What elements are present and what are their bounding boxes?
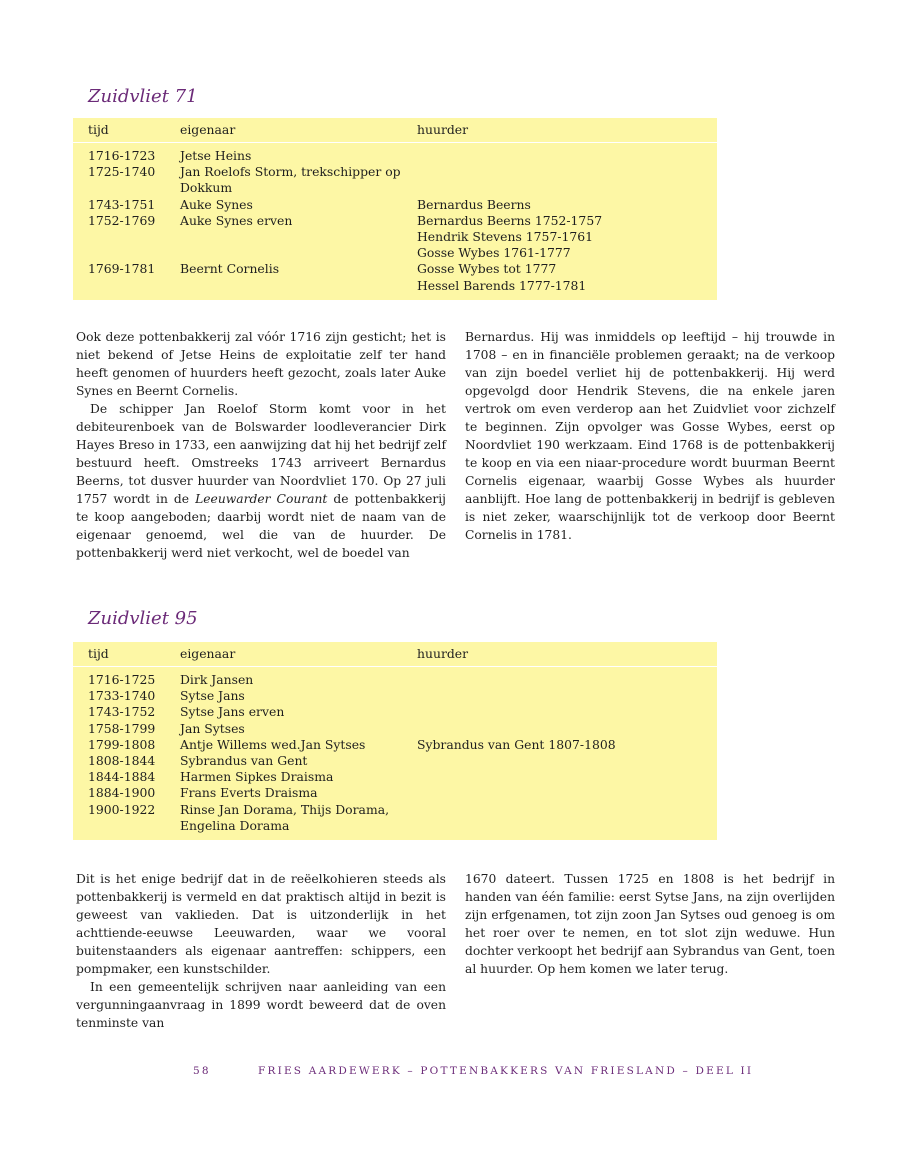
- cell-eigenaar: Sybrandus van Gent: [180, 753, 308, 769]
- paragraph: [76, 400, 446, 562]
- cell-eigenaar: Jan Sytses: [180, 720, 245, 736]
- cell-huurder: [417, 213, 717, 262]
- cell-huurder: [417, 672, 717, 688]
- text-column-right-2: [465, 870, 835, 978]
- paragraph: Dit is het enige bedrijf dat in de reëelkohieren steeds als pottenbakkerij is vermeld en dat praktisch altijd in bezit is geweest van vaklieden. Dat is uitzonderlijk in het achttiende-eeuwse Leeuwarden, waar we vooral buitenstaanders als eigenaar aantreffen: schippers, een pompmaker, een kunstschilder.: [76, 872, 446, 976]
- table-row: [73, 737, 717, 753]
- cell-huurder: [417, 261, 717, 293]
- cell-tijd: 1758-1799: [88, 720, 156, 736]
- cell-tijd: 1884-1900: [88, 785, 156, 801]
- header-eigenaar: eigenaar: [180, 122, 236, 137]
- cell-huurder: [417, 769, 717, 785]
- header-eigenaar: eigenaar: [180, 646, 236, 661]
- cell-eigenaar: Sytse Jans erven: [180, 704, 285, 720]
- table-row: [73, 261, 717, 293]
- cell-tijd: 1716-1723: [88, 148, 156, 163]
- section-title-zuidvliet-95: Zuidvliet 95: [88, 608, 198, 629]
- paragraph: 1670 dateert. Tussen 1725 en 1808 is het bedrijf in handen van één familie: eerst Sytse Jans, na zijn overlijden zijn erfgenamen, tot zijn zoon Jan Sytses oud genoeg is om het roer over te nemen, en tot slot zijn weduwe. Hun dochter verkoopt het bedrijf aan Sybrandus van Gent, toen al huurder. Op hem komen we later terug.: [465, 872, 835, 976]
- cell-eigenaar: Rinse Jan Dorama, Thijs Dorama, Engelina Dorama: [180, 801, 390, 833]
- table-row: [73, 785, 717, 801]
- huurder-entry: Sybrandus van Gent 1807-1808: [417, 736, 616, 752]
- header-tijd: tijd: [88, 122, 109, 137]
- cell-eigenaar: Dirk Jansen: [180, 672, 254, 687]
- table-row: [73, 688, 717, 704]
- table-row: [73, 197, 717, 213]
- paragraph-text: de pottenbakkerij te koop aangeboden; daarbij wordt niet de naam van de eigenaar genoemd, wel die van de huurder. De pottenbakkerij werd niet verkocht, wel de boedel van: [76, 492, 446, 560]
- newspaper-title: Leeuwarder Courant: [195, 492, 328, 506]
- cell-tijd: 1844-1884: [88, 769, 156, 785]
- text-column-left-1: [76, 328, 446, 562]
- table-zuidvliet-71: [73, 118, 717, 300]
- cell-huurder: [417, 688, 717, 704]
- section-title-zuidvliet-71: Zuidvliet 71: [88, 86, 198, 107]
- text-column-left-2: [76, 870, 446, 1032]
- cell-tijd: 1716-1725: [88, 672, 156, 687]
- table-row: [73, 753, 717, 769]
- header-huurder: huurder: [417, 646, 469, 661]
- cell-tijd: 1725-1740: [88, 164, 156, 180]
- table-row: [73, 148, 717, 164]
- table-body: [73, 667, 717, 840]
- cell-huurder: [417, 737, 717, 753]
- cell-eigenaar: Auke Synes erven: [180, 212, 293, 228]
- cell-eigenaar: Frans Everts Draisma: [180, 785, 318, 801]
- cell-tijd: 1752-1769: [88, 212, 156, 228]
- table-row: [73, 721, 717, 737]
- huurder-entry: Hessel Barends 1777-1781: [417, 277, 587, 293]
- cell-eigenaar: Sytse Jans: [180, 688, 245, 704]
- running-footer-title: FRIES AARDEWERK – POTTENBAKKERS VAN FRIESLAND – DEEL II: [258, 1065, 754, 1077]
- table-body: [73, 143, 717, 300]
- cell-tijd: 1743-1752: [88, 704, 156, 720]
- huurder-entry: Bernardus Beerns 1752-1757: [417, 212, 603, 228]
- paragraph: Ook deze pottenbakkerij zal vóór 1716 zijn gesticht; het is niet bekend of Jetse Heins de exploitatie zelf ter hand heeft genomen of huurders heeft gezocht, zoals later Auke Synes en Beernt Cornelis.: [76, 330, 446, 398]
- cell-eigenaar: Harmen Sipkes Draisma: [180, 769, 334, 785]
- cell-huurder: [417, 802, 717, 834]
- cell-huurder: [417, 164, 717, 196]
- cell-huurder: [417, 704, 717, 720]
- header-tijd: tijd: [88, 646, 109, 661]
- paragraph: In een gemeentelijk schrijven naar aanleiding van een vergunningaanvraag in 1899 wordt beweerd dat de oven tenminste van: [76, 980, 446, 1030]
- table-zuidvliet-95: [73, 642, 717, 840]
- table-row: [73, 802, 717, 834]
- cell-huurder: [417, 753, 717, 769]
- cell-tijd: 1743-1751: [88, 196, 156, 212]
- cell-eigenaar: Auke Synes: [180, 196, 253, 212]
- cell-eigenaar: Antje Willems wed.Jan Sytses: [180, 736, 366, 752]
- cell-eigenaar: Beernt Cornelis: [180, 261, 280, 277]
- huurder-entry: Gosse Wybes tot 1777: [417, 261, 557, 277]
- huurder-entry: Gosse Wybes 1761-1777: [417, 245, 571, 261]
- table-row: [73, 704, 717, 720]
- header-huurder: huurder: [417, 122, 469, 137]
- cell-huurder: [417, 148, 717, 164]
- cell-huurder: [417, 785, 717, 801]
- cell-tijd: 1769-1781: [88, 261, 156, 277]
- huurder-entry: Hendrik Stevens 1757-1761: [417, 229, 594, 245]
- cell-tijd: 1733-1740: [88, 688, 156, 704]
- table-row: [73, 672, 717, 688]
- table-row: [73, 213, 717, 262]
- cell-tijd: 1799-1808: [88, 736, 156, 752]
- text-column-right-1: [465, 328, 835, 544]
- table-header: [73, 118, 717, 143]
- cell-huurder: [417, 197, 717, 213]
- table-row: [73, 164, 717, 196]
- huurder-entry: Bernardus Beerns: [417, 196, 531, 212]
- cell-huurder: [417, 721, 717, 737]
- cell-tijd: 1808-1844: [88, 753, 156, 769]
- paragraph: Bernardus. Hij was inmiddels op leeftijd – hij trouwde in 1708 – en in financiële problemen geraakt; na de verkoop van zijn boedel verliet hij de pottenbakkerij. Hij werd opgevolgd door Hendrik Stevens, die na enkele jaren vertrok om even verderop aan het Zuidvliet voor zichzelf te beginnen. Zijn opvolger was Gosse Wybes, eerst op Noordvliet 190 werkzaam. Eind 1768 is de pottenbakkerij te koop en via een niaar-procedure wordt buurman Beernt Cornelis eigenaar, waarbij Gosse Wybes als huurder aanblijft. Hoe lang de pottenbakkerij in bedrijf is gebleven is niet zeker, waarschijnlijk tot de verkoop door Beernt Cornelis in 1781.: [465, 330, 835, 542]
- page-number: 58: [193, 1065, 211, 1077]
- table-header: [73, 642, 717, 667]
- paragraph-text: De schipper Jan Roelof Storm komt voor in het debiteurenboek van de Bolswarder loodleverancier Dirk Hayes Breso in 1733, een aanwijzing dat hij het bedrijf zelf bestuurd heeft. Omstreeks 1743 arriveert Bernardus Beerns, tot dusver huurder van Noordvliet 170. Op 27 juli 1757 wordt in de: [76, 402, 446, 506]
- cell-eigenaar: Jan Roelofs Storm, trekschipper op Dokkum: [180, 164, 401, 196]
- cell-tijd: 1900-1922: [88, 801, 156, 817]
- table-row: [73, 769, 717, 785]
- cell-eigenaar: Jetse Heins: [180, 148, 252, 163]
